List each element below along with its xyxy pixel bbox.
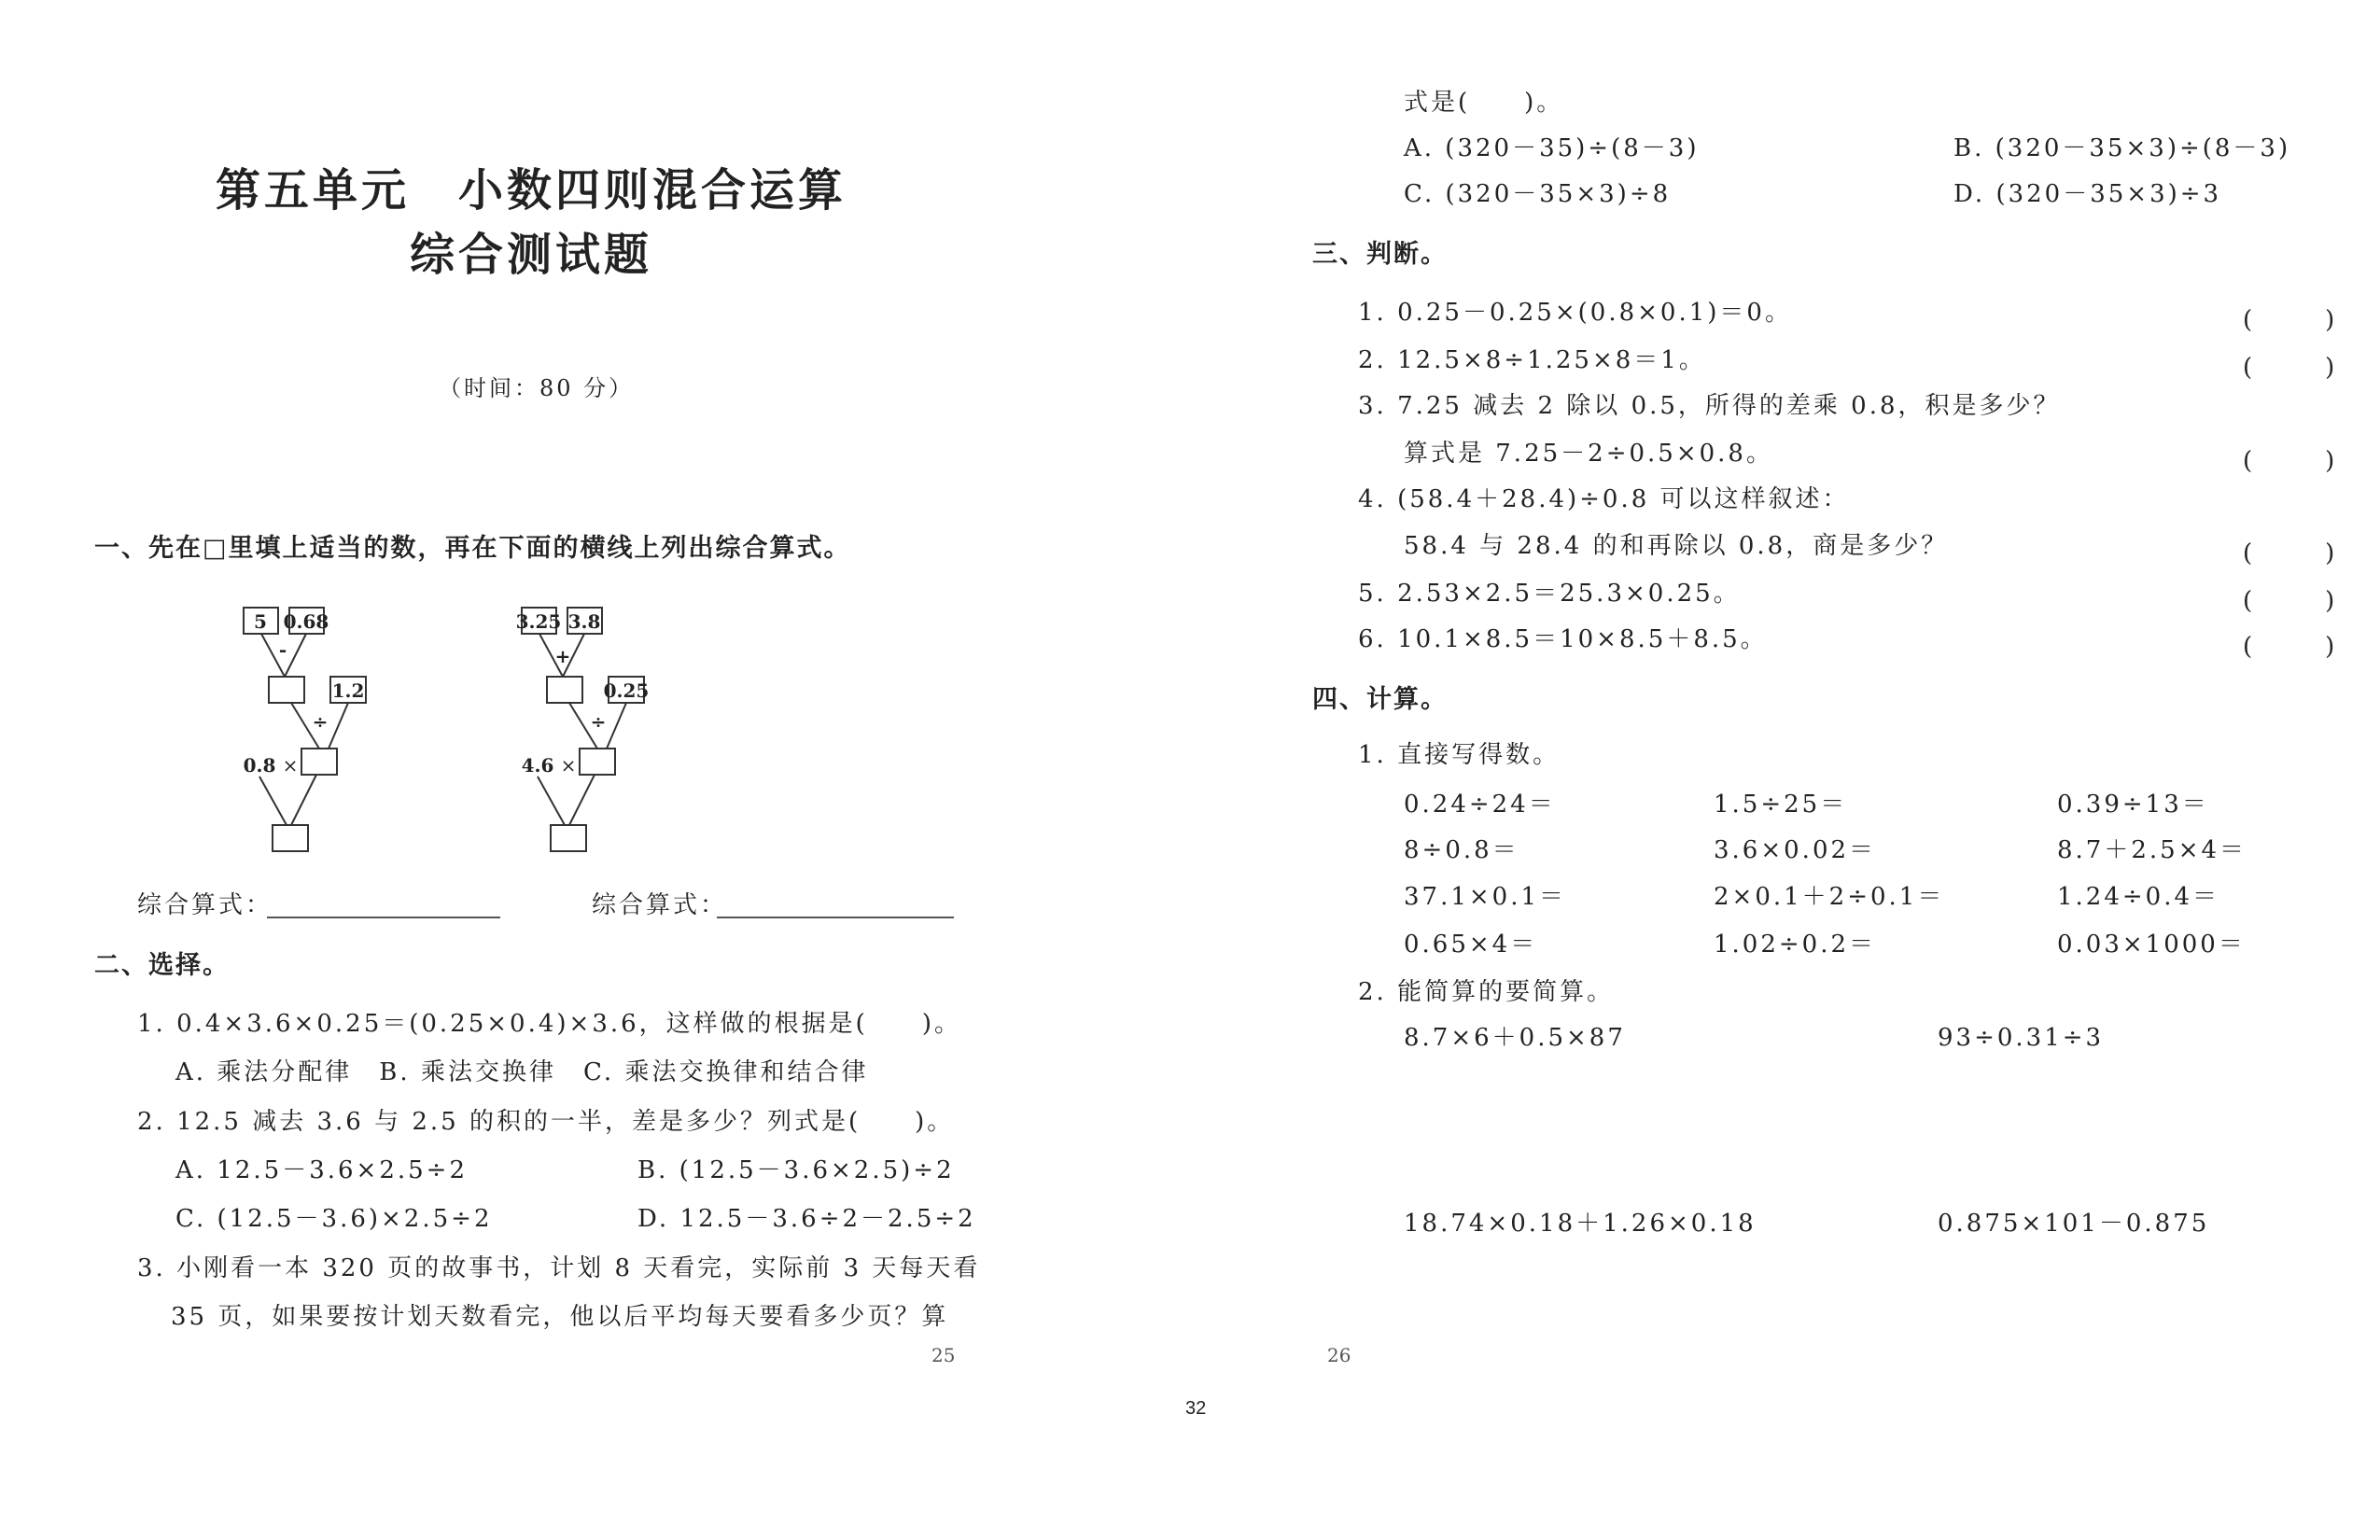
q3-option-c: C. (320－35×3)÷8 bbox=[1404, 180, 1672, 208]
op1: - bbox=[278, 638, 287, 661]
judge-item-4-cont: 58.4 与 28.4 的和再除以 0.8，商是多少？ bbox=[1404, 532, 1949, 560]
blank-box-3 bbox=[273, 825, 308, 851]
answer-paren-2[interactable]: ( ) bbox=[2243, 354, 2335, 382]
sheet-number: 32 bbox=[1185, 1398, 1207, 1419]
value-b: 3.8 bbox=[567, 610, 601, 633]
q3-option-a: A. (320－35)÷(8－3) bbox=[1404, 134, 1700, 162]
section2-heading: 二、选择。 bbox=[94, 951, 230, 980]
calc-item: 0.39÷13＝ bbox=[2057, 791, 2209, 819]
value-c: 1.2 bbox=[331, 679, 365, 702]
formula-line-left[interactable] bbox=[267, 917, 500, 918]
q2: 2. 12.5 减去 3.6 与 2.5 的积的一半，差是多少？列式是( )。 bbox=[137, 1108, 955, 1136]
formula-label-left: 综合算式： bbox=[137, 891, 273, 919]
op1: + bbox=[554, 645, 571, 667]
sub2-heading: 2. 能简算的要简算。 bbox=[1358, 978, 1615, 1006]
page-number-right: 26 bbox=[1327, 1344, 1351, 1366]
op2: ÷ bbox=[590, 710, 607, 733]
judge-item-6: 6. 10.1×8.5＝10×8.5＋8.5。 bbox=[1358, 625, 1768, 653]
q2-option-a: A. 12.5－3.6×2.5÷2 bbox=[175, 1156, 469, 1184]
blank-box-2 bbox=[301, 749, 337, 775]
q2-option-b: B. (12.5－3.6×2.5)÷2 bbox=[637, 1156, 955, 1184]
calc-item: 37.1×0.1＝ bbox=[1404, 883, 1567, 911]
value-d: 4.6 bbox=[521, 754, 554, 777]
page-number-left: 25 bbox=[931, 1344, 956, 1366]
calc-item: 8÷0.8＝ bbox=[1404, 836, 1519, 864]
judge-item-5: 5. 2.53×2.5＝25.3×0.25。 bbox=[1358, 580, 1741, 608]
diagram-left bbox=[244, 608, 366, 851]
calc-item: 8.7＋2.5×4＝ bbox=[2057, 836, 2247, 864]
simplify-item: 93÷0.31÷3 bbox=[1938, 1024, 2105, 1052]
value-c: 0.25 bbox=[603, 679, 650, 702]
q3-option-b: B. (320－35×3)÷(8－3) bbox=[1953, 134, 2291, 162]
value-d: 0.8 bbox=[243, 754, 276, 777]
calc-item: 1.02÷0.2＝ bbox=[1714, 931, 1877, 959]
q2-option-c: C. (12.5－3.6)×2.5÷2 bbox=[175, 1205, 493, 1233]
page-subtitle: 综合测试题 bbox=[409, 229, 652, 281]
judge-item-2: 2. 12.5×8÷1.25×8＝1。 bbox=[1358, 346, 1706, 374]
answer-paren-6[interactable]: ( ) bbox=[2243, 633, 2335, 661]
op3: × bbox=[282, 754, 299, 777]
q3-line2: 35 页，如果要按计划天数看完，他以后平均每天要看多少页？算 bbox=[171, 1303, 949, 1331]
blank-box-1 bbox=[269, 677, 304, 703]
formula-line-right[interactable] bbox=[717, 917, 954, 918]
number-tree-diagram bbox=[0, 0, 1027, 896]
answer-paren-1[interactable]: ( ) bbox=[2243, 306, 2335, 334]
answer-paren-4[interactable]: ( ) bbox=[2243, 539, 2335, 567]
q3-line1: 3. 小刚看一本 320 页的故事书，计划 8 天看完，实际前 3 天每天看 bbox=[137, 1254, 981, 1282]
op2: ÷ bbox=[312, 710, 329, 733]
answer-paren-3[interactable]: ( ) bbox=[2243, 447, 2335, 475]
q1-options: A. 乘法分配律 B. 乘法交换律 C. 乘法交换律和结合律 bbox=[175, 1058, 869, 1086]
sub1-heading: 1. 直接写得数。 bbox=[1358, 741, 1561, 769]
section1-heading: 一、先在□里填上适当的数，再在下面的横线上列出综合算式。 bbox=[94, 534, 851, 563]
simplify-item: 8.7×6＋0.5×87 bbox=[1404, 1024, 1626, 1052]
section4-heading: 四、计算。 bbox=[1312, 685, 1448, 714]
value-a: 5 bbox=[254, 610, 267, 633]
diagram-right bbox=[516, 608, 650, 851]
q3-line3: 式是( )。 bbox=[1404, 89, 1564, 117]
calc-item: 1.24÷0.4＝ bbox=[2057, 883, 2220, 911]
formula-label-right: 综合算式： bbox=[592, 891, 728, 919]
simplify-item: 0.875×101－0.875 bbox=[1938, 1210, 2210, 1238]
judge-item-1: 1. 0.25－0.25×(0.8×0.1)＝0。 bbox=[1358, 299, 1792, 327]
calc-item: 1.5÷25＝ bbox=[1714, 791, 1848, 819]
q3-option-d: D. (320－35×3)÷3 bbox=[1953, 180, 2222, 208]
calc-item: 0.65×4＝ bbox=[1404, 931, 1538, 959]
page-title: 第五单元 小数四则混合运算 bbox=[215, 164, 847, 217]
judge-item-3-cont: 算式是 7.25－2÷0.5×0.8。 bbox=[1404, 440, 1773, 468]
judge-item-3: 3. 7.25 减去 2 除以 0.5，所得的差乘 0.8，积是多少？ bbox=[1358, 392, 2061, 420]
time-limit: （时间：80 分） bbox=[439, 375, 635, 401]
judge-item-4: 4. (58.4＋28.4)÷0.8 可以这样叙述： bbox=[1358, 485, 1850, 513]
calc-item: 0.24÷24＝ bbox=[1404, 791, 1556, 819]
calc-item: 2×0.1＋2÷0.1＝ bbox=[1714, 883, 1945, 911]
answer-paren-5[interactable]: ( ) bbox=[2243, 587, 2335, 615]
value-a: 3.25 bbox=[515, 610, 562, 633]
value-b: 0.68 bbox=[283, 610, 329, 633]
q1: 1. 0.4×3.6×0.25＝(0.25×0.4)×3.6，这样做的根据是( )。 bbox=[137, 1010, 961, 1038]
q2-option-d: D. 12.5－3.6÷2－2.5÷2 bbox=[637, 1205, 976, 1233]
simplify-item: 18.74×0.18＋1.26×0.18 bbox=[1404, 1210, 1757, 1238]
op3: × bbox=[560, 754, 577, 777]
calc-item: 3.6×0.02＝ bbox=[1714, 836, 1877, 864]
section3-heading: 三、判断。 bbox=[1312, 240, 1448, 269]
calc-item: 0.03×1000＝ bbox=[2057, 931, 2246, 959]
